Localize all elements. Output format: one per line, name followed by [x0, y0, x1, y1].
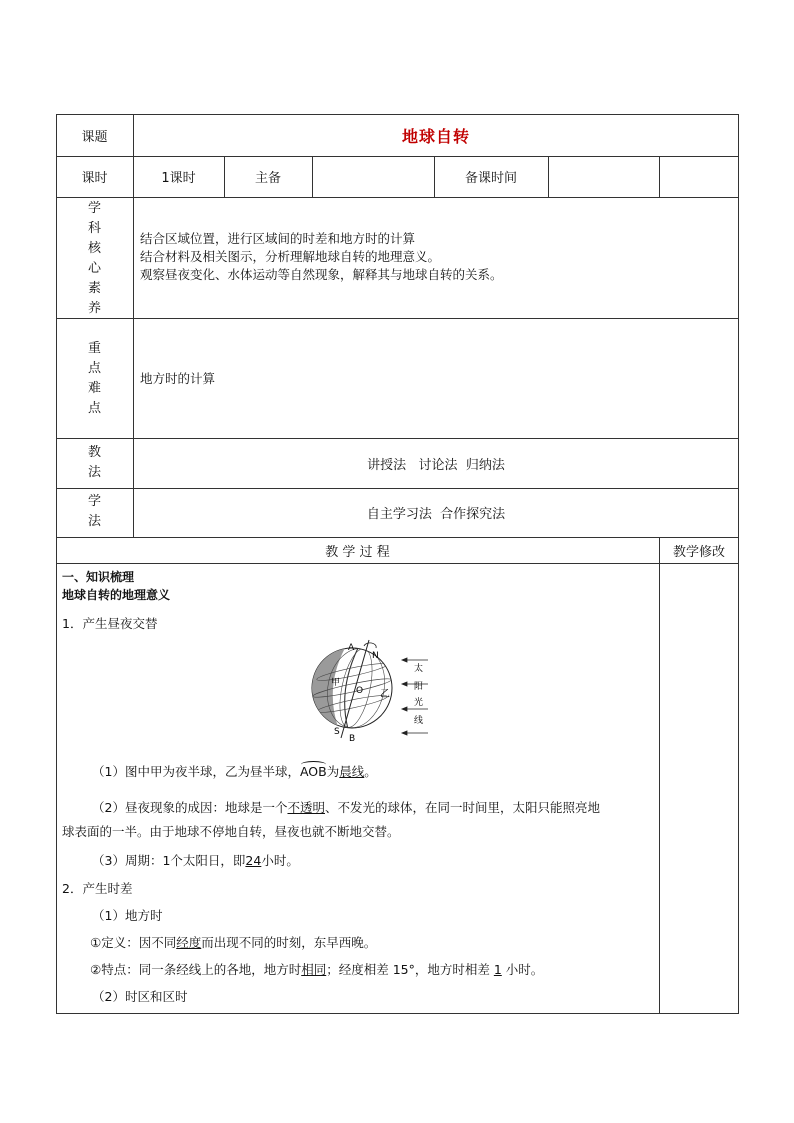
sunlight-char: 阳	[414, 682, 424, 692]
process-header: 教 学 过 程	[325, 544, 390, 560]
learning-method-text: 自主学习法 合作探究法	[366, 507, 506, 522]
label-char: 教	[87, 445, 101, 460]
answer-blank: 相同	[301, 962, 327, 977]
label-char: 学	[87, 494, 101, 509]
answer-blank: 不透明	[287, 800, 325, 815]
label-char: 科	[87, 221, 101, 236]
literacy-line-1: 结合区域位置，进行区域间的时差和地方时的计算	[140, 231, 416, 246]
arc-aob: AOB	[299, 764, 327, 779]
label-char: 难	[87, 381, 101, 396]
lead-value[interactable]	[312, 156, 434, 197]
label-s: S	[334, 727, 340, 737]
item-2: 2．产生时差	[62, 881, 133, 896]
day-night-diagram	[298, 638, 438, 742]
lead-label: 主备	[254, 171, 281, 186]
label-char: 法	[87, 465, 101, 480]
revision-header: 教学修改	[672, 544, 725, 560]
prep-time-label: 备课时间	[464, 171, 517, 186]
teaching-method-text: 讲授法 讨论法 归纳法	[367, 457, 505, 473]
section-heading: 一、知识梳理	[62, 570, 135, 584]
lesson-title: 地球自转	[401, 126, 470, 146]
literacy-label	[56, 199, 133, 319]
topic-label: 课题	[81, 129, 108, 145]
label-a: A	[348, 643, 355, 653]
sunlight-char: 线	[414, 716, 424, 726]
learning-method-label	[56, 492, 133, 532]
key-points-text: 地方时的计算	[140, 371, 216, 386]
label-char: 法	[87, 514, 101, 529]
literacy-line-3: 观察昼夜变化、水体运动等自然现象，解释其与地球自转的关系。	[140, 267, 503, 282]
paragraph-5: ①定义：因不同经度而出现不同的时刻，东早西晚。	[90, 935, 377, 950]
item-1: 1．产生昼夜交替	[62, 616, 158, 631]
prep-time-value[interactable]	[548, 156, 659, 197]
label-jia: 甲	[331, 678, 341, 688]
label-b: B	[349, 734, 356, 742]
label-n: N	[372, 651, 379, 661]
row-divider	[56, 197, 739, 198]
label-char: 核	[87, 241, 101, 256]
label-char: 点	[87, 401, 101, 416]
teaching-method-label	[56, 443, 133, 483]
label-char: 养	[87, 301, 101, 316]
col-divider	[659, 537, 660, 1014]
sunlight-char: 太	[414, 664, 424, 674]
answer-blank: 24	[245, 853, 262, 868]
answer-blank: 晨线	[339, 764, 365, 779]
paragraph-2-cont: 球表面的一半。由于地球不停地自转，昼夜也就不断地交替。	[62, 824, 400, 839]
label-char: 点	[87, 361, 101, 376]
label-char: 素	[87, 281, 101, 296]
row-divider	[56, 318, 739, 319]
label-char: 重	[87, 341, 101, 356]
paragraph-4: （1）地方时	[92, 908, 163, 923]
label-o: O	[356, 686, 364, 696]
row-divider	[56, 563, 739, 564]
answer-blank: 1	[493, 962, 502, 977]
paragraph-1: （1）图中甲为夜半球，乙为昼半球，AOB为晨线。	[92, 764, 377, 779]
section-subtitle: 地球自转的地理意义	[62, 588, 171, 602]
period-value: 1课时	[161, 171, 196, 186]
paragraph-3: （3）周期：1个太阳日，即24小时。	[92, 853, 299, 868]
key-points-label	[56, 339, 133, 419]
answer-blank: 经度	[176, 935, 202, 950]
label-char: 心	[87, 261, 101, 276]
literacy-line-2: 结合材料及相关图示，分析理解地球自转的地理意义。	[140, 249, 441, 264]
period-label: 课时	[81, 171, 108, 186]
paragraph-2: （2）昼夜现象的成因：地球是一个不透明、不发光的球体，在同一时间里，太阳只能照亮地	[92, 800, 600, 815]
paragraph-6: ②特点：同一条经线上的各地，地方时相同；经度相差 15°，地方时相差 1 小时。	[90, 962, 544, 977]
label-char: 学	[87, 201, 101, 216]
sunlight-char: 光	[414, 698, 424, 708]
col-divider	[659, 156, 660, 197]
label-yi: 乙	[380, 689, 390, 700]
paragraph-7: （2）时区和区时	[92, 989, 188, 1004]
